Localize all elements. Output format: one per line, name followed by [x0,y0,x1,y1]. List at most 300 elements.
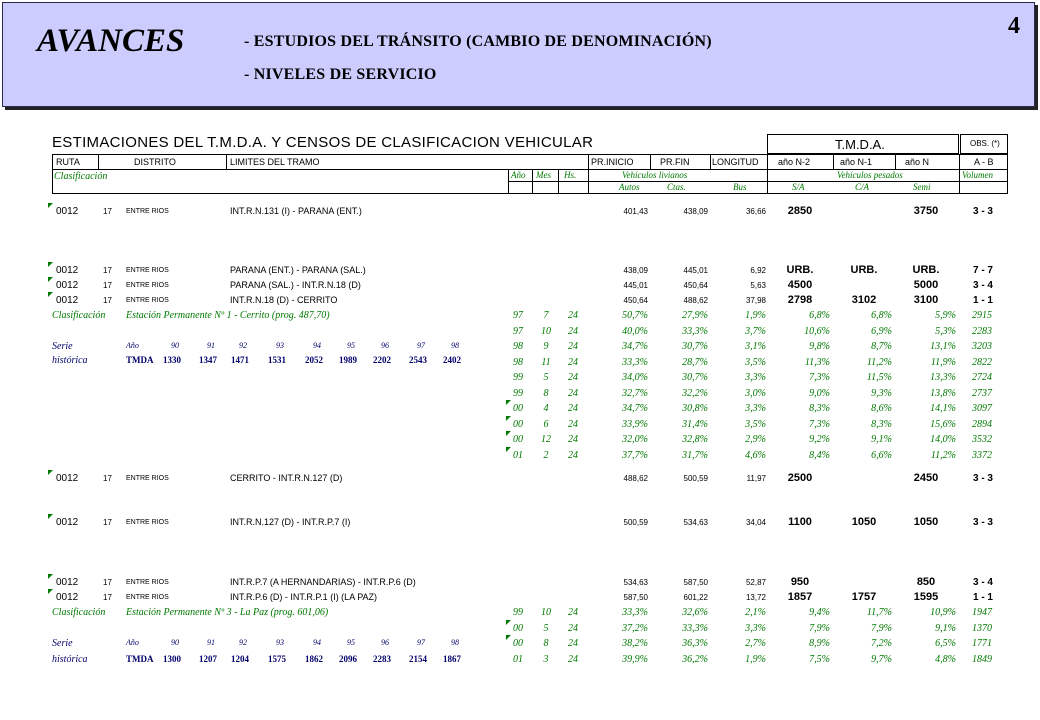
census-volumen: 1849 [972,653,992,665]
tmda-n2: 2850 [787,205,813,217]
hist-year: 90 [171,341,179,350]
col-distrito: DISTRITO [134,157,176,167]
hist-year: 94 [313,638,321,647]
pr-inicio: 488,62 [623,474,648,483]
hist-year: 93 [276,638,284,647]
census-sa: 6,8% [809,310,830,321]
census-bus: 3,3% [745,372,766,383]
tmda-n1: 1757 [851,591,877,603]
col-hs: Hs. [564,170,577,180]
obs-ab: 3 - 4 [972,577,993,588]
tmda-n: 1050 [913,516,939,528]
pr-inicio: 401,43 [623,207,648,216]
census-autos: 32,0% [622,434,648,445]
hist-tmda: 1204 [231,654,249,664]
col-pr-inicio: PR.INICIO [591,157,634,167]
pr-inicio: 450,64 [623,296,648,305]
route-number: 0012 [56,265,79,276]
tmda-n2: 950 [790,576,810,588]
tmda-row-label-1: TMDA [126,355,154,365]
tmda-n1: URB. [850,264,878,276]
pr-fin: 488,62 [683,296,708,305]
col-anio: Año [511,170,526,180]
col-bus: Bus [733,182,747,192]
census-autos: 33,3% [622,607,648,618]
col-ca: C/A [855,182,870,192]
tmda-n1: 3102 [851,294,877,306]
census-mes: 8 [543,387,549,399]
census-volumen: 2737 [972,387,992,399]
census-volumen: 2822 [972,356,992,368]
census-ctas: 30,7% [682,341,708,352]
pr-fin: 587,50 [683,578,708,587]
census-ca: 6,6% [871,449,892,461]
census-sa: 9,0% [809,387,830,399]
census-bus: 3,5% [745,356,766,368]
district-code: 17 [103,518,112,527]
census-ca: 11,7% [866,607,892,618]
district-code: 17 [103,296,112,305]
longitud: 13,72 [745,593,766,602]
header-title: AVANCES [37,23,185,59]
route-number: 0012 [56,295,79,306]
header-line-bottom [52,193,1008,194]
census-anio: 00 [513,403,523,414]
census-bus: 2,1% [745,607,766,618]
census-ca: 7,9% [871,622,892,634]
census-bus: 3,3% [745,403,766,414]
census-anio: 99 [513,372,523,383]
census-hs: 24 [568,372,578,383]
obs-ab: 3 - 3 [972,473,993,484]
comment-marker-icon [48,262,53,267]
hist-year: 98 [451,638,459,647]
census-hs: 24 [568,403,578,414]
hist-tmda: 2283 [373,654,391,664]
census-hs: 24 [568,653,578,665]
census-sa: 8,3% [809,403,830,414]
census-mes: 3 [543,653,549,665]
col-longitud: LONGITUD [712,157,759,167]
census-mes: 8 [543,638,549,649]
header-line-1: - ESTUDIOS DEL TRÁNSITO (CAMBIO DE DENOMINACIÓN) [244,33,712,50]
hist-year: 92 [239,638,247,647]
census-semi: 5,9% [935,310,956,321]
census-sa: 8,4% [809,449,830,461]
hist-year: 91 [207,638,215,647]
hist-tmda: 1207 [199,654,217,664]
census-volumen: 1370 [972,622,992,634]
estacion-2: Estación Permanente Nº 3 - La Paz (prog. 601,06) [126,607,329,618]
route-number: 0012 [56,592,79,603]
district-name: ENTRE RIOS [126,579,169,586]
census-bus: 3,5% [745,418,766,430]
tramo-limits: CERRITO - INT.R.N.127 (D) [230,473,343,483]
census-ctas: 30,8% [682,403,708,414]
census-ca: 11,2% [866,356,892,368]
hist-year: 92 [239,341,247,350]
census-autos: 40,0% [622,325,648,337]
census-ctas: 32,2% [682,387,708,399]
hist-year: 98 [451,341,459,350]
census-anio: 00 [513,418,523,430]
census-mes: 12 [541,434,551,445]
census-bus: 3,7% [745,325,766,337]
col-anio-n2: año N-2 [778,157,811,167]
pr-fin: 534,63 [683,518,708,527]
col-autos: Autos [619,182,640,192]
hist-year: 95 [347,341,355,350]
longitud: 11,97 [746,474,766,483]
comment-marker-icon [48,514,53,519]
district-name: ENTRE RIOS [126,519,169,526]
pr-inicio: 534,63 [623,578,648,587]
comment-marker-icon [48,574,53,579]
obs-ab: 3 - 3 [972,206,993,217]
col-mes: Mes [536,170,551,180]
census-mes: 11 [541,356,551,368]
tmda-n: URB. [912,264,940,276]
route-number: 0012 [56,577,79,588]
census-volumen: 3203 [972,341,992,352]
tmda-n2: URB. [786,264,814,276]
census-sa: 7,3% [809,418,830,430]
hist-year: 90 [171,638,179,647]
census-mes: 5 [543,622,549,634]
obs-ab: 3 - 4 [972,280,993,291]
census-ctas: 36,3% [682,638,708,649]
census-hs: 24 [568,356,578,368]
census-volumen: 3532 [972,434,992,445]
tmda-row-label-2: TMDA [126,654,154,664]
hist-tmda: 1989 [339,355,357,365]
census-semi: 11,2% [930,449,956,461]
census-mes: 7 [543,310,549,321]
census-sa: 9,4% [809,607,830,618]
census-anio: 01 [513,653,523,665]
hist-year: 93 [276,341,284,350]
tramo-limits: INT.R.P.7 (A HERNANDARIAS) - INT.R.P.6 (D) [230,577,416,587]
comment-marker-icon [48,203,53,208]
census-semi: 4,8% [935,653,956,665]
district-name: ENTRE RIOS [126,208,169,215]
census-ctas: 33,3% [682,622,708,634]
census-hs: 24 [568,310,578,321]
col-ctas: Ctas. [667,182,686,192]
census-volumen: 1947 [972,607,992,618]
census-sa: 7,5% [809,653,830,665]
clasificacion-label-2: Clasificación [52,607,106,618]
hist-tmda: 2543 [409,355,427,365]
pr-fin: 601,22 [683,593,708,602]
route-number: 0012 [56,517,79,528]
hist-tmda: 1531 [268,355,286,365]
tmda-n: 3100 [913,294,939,306]
census-sa: 11,3% [804,356,830,368]
district-code: 17 [103,593,112,602]
census-ca: 9,7% [871,653,892,665]
census-semi: 13,1% [930,341,956,352]
census-bus: 2,9% [745,434,766,445]
census-ctas: 30,7% [682,372,708,383]
clasificacion-label-1: Clasificación [52,310,106,321]
tramo-limits: INT.R.N.18 (D) - CERRITO [230,295,338,305]
header-banner [2,2,1035,107]
tramo-limits: INT.R.N.127 (D) - INT.R.P.7 (I) [230,517,351,527]
census-autos: 37,7% [622,449,648,461]
census-autos: 34,7% [622,403,648,414]
hist-year: 96 [381,638,389,647]
hist-tmda: 1300 [163,654,181,664]
obs-label: OBS. (*) [970,139,1000,148]
hist-tmda: 2052 [305,355,323,365]
census-autos: 39,9% [622,653,648,665]
pr-fin: 500,59 [683,474,708,483]
col-limites: LIMITES DEL TRAMO [230,157,320,167]
census-hs: 24 [568,325,578,337]
census-semi: 11,9% [930,356,956,368]
census-ca: 9,1% [871,434,892,445]
census-sa: 10,6% [804,325,830,337]
census-volumen: 2894 [972,418,992,430]
serie-label-1: Serie [52,341,73,352]
census-hs: 24 [568,638,578,649]
hist-tmda: 1330 [163,355,181,365]
census-bus: 1,9% [745,310,766,321]
district-name: ENTRE RIOS [126,594,169,601]
census-hs: 24 [568,434,578,445]
census-anio: 01 [513,449,523,461]
census-semi: 13,8% [930,387,956,399]
comment-marker-icon [48,589,53,594]
hist-year: 95 [347,638,355,647]
census-ca: 6,8% [871,310,892,321]
census-ctas: 32,8% [682,434,708,445]
census-hs: 24 [568,418,578,430]
census-autos: 38,2% [622,638,648,649]
longitud: 5,63 [750,281,766,290]
census-ctas: 27,9% [682,310,708,321]
col-livianos: Vehículos livianos [622,170,688,180]
tmda-n: 3750 [913,205,939,217]
col-volumen: Volumen [962,170,993,180]
header-line-2: - NIVELES DE SERVICIO [244,66,437,83]
hist-tmda: 2202 [373,355,391,365]
tramo-limits: INT.R.N.131 (I) - PARANA (ENT.) [230,206,362,216]
pr-inicio: 445,01 [623,281,648,290]
tmda-n: 5000 [913,279,939,291]
longitud: 34,04 [745,518,766,527]
census-ca: 8,6% [871,403,892,414]
census-anio: 97 [513,310,523,321]
obs-ab: 7 - 7 [972,265,993,276]
census-semi: 5,3% [935,325,956,337]
comment-marker-icon [48,277,53,282]
census-volumen: 2283 [972,325,992,337]
census-semi: 6,5% [935,638,956,649]
census-ca: 7,2% [871,638,892,649]
census-mes: 4 [543,403,549,414]
census-bus: 3,1% [745,341,766,352]
header-line-top [52,154,1008,155]
census-ca: 8,7% [871,341,892,352]
census-ctas: 32,6% [682,607,708,618]
census-ctas: 31,4% [682,418,708,430]
obs-ab: 1 - 1 [972,295,993,306]
census-sa: 8,9% [809,638,830,649]
pr-inicio: 438,09 [623,266,648,275]
district-name: ENTRE RIOS [126,297,169,304]
col-sa: S/A [792,182,805,192]
census-volumen: 3097 [972,403,992,414]
serie-label-2: Serie [52,638,73,649]
comment-marker-icon [48,470,53,475]
tramo-limits: PARANA (ENT.) - PARANA (SAL.) [230,265,366,275]
census-autos: 50,7% [622,310,648,321]
district-name: ENTRE RIOS [126,475,169,482]
district-code: 17 [103,266,112,275]
census-mes: 10 [541,607,551,618]
census-semi: 9,1% [935,622,956,634]
census-hs: 24 [568,387,578,399]
census-autos: 33,3% [622,356,648,368]
census-ctas: 33,3% [682,325,708,337]
estacion-1: Estación Permanente Nº 1 - Cerrito (prog. 487,70) [126,310,330,321]
tmda-n2: 4500 [787,279,813,291]
census-volumen: 3372 [972,449,992,461]
hist-year: 97 [417,638,425,647]
census-bus: 3,0% [745,387,766,399]
census-semi: 10,9% [930,607,956,618]
census-anio: 99 [513,607,523,618]
census-ca: 11,5% [866,372,892,383]
anio-label-2: Año [126,638,139,647]
obs-ab: 3 - 3 [972,517,993,528]
district-code: 17 [103,207,112,216]
tramo-limits: PARANA (SAL.) - INT.R.N.18 (D) [230,280,361,290]
col-anio-n: año N [905,157,930,167]
census-semi: 13,3% [930,372,956,383]
census-mes: 6 [543,418,549,430]
census-anio: 00 [513,622,523,634]
census-anio: 97 [513,325,523,337]
census-bus: 4,6% [745,449,766,461]
hist-tmda: 1867 [443,654,461,664]
col-semi: Semi [913,182,931,192]
hist-tmda: 1575 [268,654,286,664]
col-ruta: RUTA [56,157,80,167]
pr-inicio: 500,59 [623,518,648,527]
census-bus: 1,9% [745,653,766,665]
tmda-n2: 2798 [787,294,813,306]
census-anio: 98 [513,356,523,368]
census-autos: 33,9% [622,418,648,430]
pr-fin: 450,64 [683,281,708,290]
longitud: 37,98 [745,296,766,305]
district-name: ENTRE RIOS [126,282,169,289]
tmda-n1: 1050 [851,516,877,528]
census-ctas: 36,2% [682,653,708,665]
census-volumen: 1771 [972,638,992,649]
census-anio: 00 [513,434,523,445]
hist-tmda: 1347 [199,355,217,365]
district-code: 17 [103,474,112,483]
col-pesados: Vehículos pesados [837,170,903,180]
longitud: 52,87 [745,578,766,587]
clasificacion-header: Clasificación [54,171,108,182]
tmda-n2: 2500 [787,472,813,484]
district-code: 17 [103,578,112,587]
census-mes: 2 [543,449,549,461]
census-ctas: 28,7% [682,356,708,368]
census-volumen: 2915 [972,310,992,321]
census-autos: 34,7% [622,341,648,352]
census-ca: 8,3% [871,418,892,430]
tmda-n2: 1857 [787,591,813,603]
census-sa: 9,2% [809,434,830,445]
census-bus: 2,7% [745,638,766,649]
tmda-n2: 1100 [788,516,812,528]
comment-marker-icon [48,292,53,297]
district-code: 17 [103,281,112,290]
anio-label-1: Año [126,341,139,350]
route-number: 0012 [56,473,79,484]
census-bus: 3,3% [745,622,766,634]
pr-fin: 445,01 [683,266,708,275]
census-ca: 9,3% [871,387,892,399]
historica-label-1: histórica [52,355,88,366]
census-semi: 15,6% [930,418,956,430]
census-hs: 24 [568,449,578,461]
census-sa: 9,8% [809,341,830,352]
census-hs: 24 [568,341,578,352]
route-number: 0012 [56,280,79,291]
col-anio-n1: año N-1 [840,157,873,167]
historica-label-2: histórica [52,654,88,665]
census-semi: 14,1% [930,403,956,414]
census-mes: 10 [541,325,551,337]
census-hs: 24 [568,607,578,618]
col-pr-fin: PR.FIN [660,157,690,167]
col-ab: A - B [974,157,994,167]
hist-tmda: 1471 [231,355,249,365]
hist-tmda: 2096 [339,654,357,664]
hist-year: 91 [207,341,215,350]
longitud: 36,66 [745,207,766,216]
header-line-sub [508,181,1008,182]
hist-tmda: 1862 [305,654,323,664]
pr-inicio: 587,50 [623,593,648,602]
hist-tmda: 2154 [409,654,427,664]
census-sa: 7,9% [809,622,830,634]
census-autos: 37,2% [622,622,648,634]
route-number: 0012 [56,206,79,217]
tramo-limits: INT.R.P.6 (D) - INT.R.P.1 (I) (LA PAZ) [230,592,378,602]
hist-year: 94 [313,341,321,350]
hist-year: 97 [417,341,425,350]
census-anio: 99 [513,387,523,399]
hist-tmda: 2402 [443,355,461,365]
census-anio: 00 [513,638,523,649]
census-anio: 98 [513,341,523,352]
census-hs: 24 [568,622,578,634]
tmda-n: 2450 [913,472,939,484]
census-ca: 6,9% [871,325,892,337]
census-mes: 5 [543,372,549,383]
pr-fin: 438,09 [683,207,708,216]
longitud: 6,92 [750,266,766,275]
obs-ab: 1 - 1 [972,592,993,603]
